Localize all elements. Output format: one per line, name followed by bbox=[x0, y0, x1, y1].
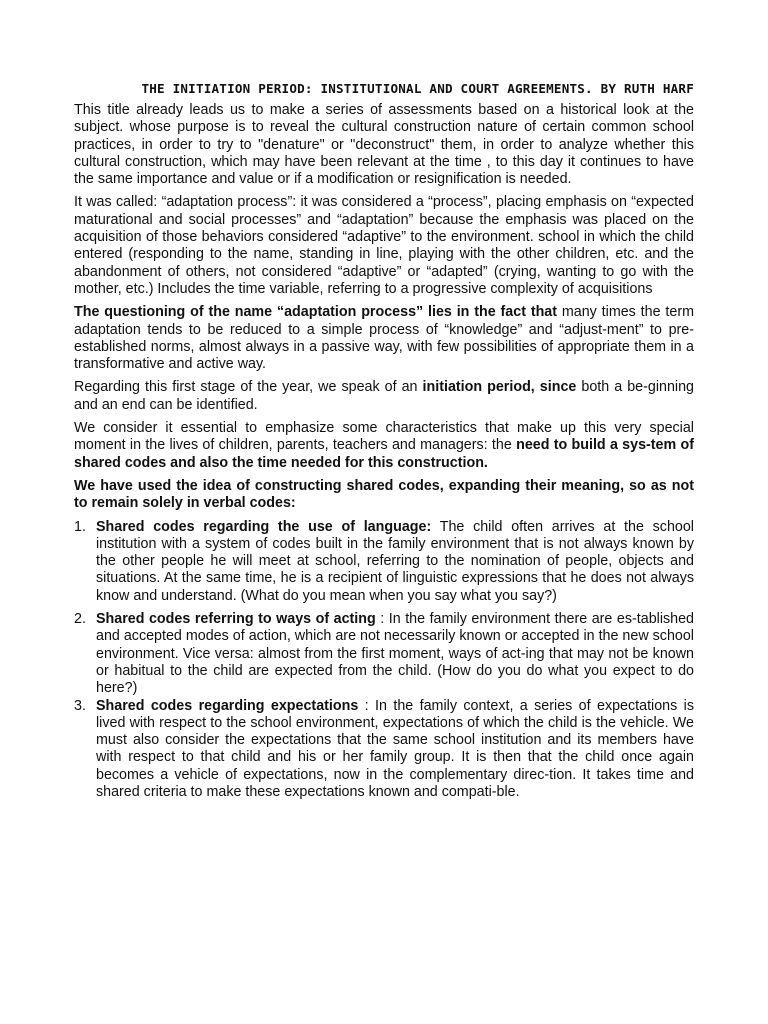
paragraph-questioning-text: many times the term adaptation tends to be reduced to a simple process of “knowledge” and “adjust-ment” to pre-established norms, almost always in a passive way, with few possibilities of appropriate them in a transformative and active way. bbox=[74, 304, 694, 373]
paragraph-questioning bbox=[74, 304, 694, 373]
shared-codes-list bbox=[74, 519, 694, 802]
document-title: THE INITIATION PERIOD: INSTITUTIONAL AND COURT AGREEMENTS. BY RUTH HARF bbox=[141, 81, 694, 96]
paragraph-intro: This title already leads us to make a series of assessments based on a historical look at the subject. whose purpose is to reveal the cultural construction nature of certain common school practices, in order to try to "denature" or "deconstruct" them, in order to analyze whether this cultural construction, which may have been relevant at the time , to this day it continues to have the same importance and value or if a modification or resignification is needed. bbox=[74, 102, 694, 188]
paragraph-adaptation-process: It was called: “adaptation process”: it was considered a “process”, placing emphasis on “expected maturational and social processes” and “adaptation” because the emphasis was placed on the acquisition of those behaviors considered “adaptive” to the environment. school in which the child entered (responding to the name, standing in line, playing with the other children, etc. and the abandonment of others, not considered “adaptive” or “adapted” (crying, wanting to go with the mother, etc.) Includes the time variable, referring to a progressive complexity of acquisitions bbox=[74, 194, 694, 297]
paragraph-initiation-pre: Regarding this first stage of the year, we speak of an bbox=[74, 379, 423, 396]
paragraph-shared-codes-intro: We have used the idea of constructing shared codes, expanding their meaning, so as not to remain solely in verbal codes: bbox=[74, 477, 694, 512]
paragraph-initiation-post: both a be-ginning and an end can be identified. bbox=[74, 379, 694, 413]
list-item-number: 1. bbox=[74, 518, 86, 535]
paragraph-initiation-period bbox=[74, 379, 694, 414]
list-item-heading: Shared codes referring to ways of acting bbox=[96, 611, 376, 628]
list-item-text: : In the family environment there are es-tablished and accepted modes of action, which are not necessarily known or accepted in the new school environment. Vice versa: almost from the first moment, ways of act-ing that may not be known or habitual to the child are expected from the child. (How do you do what you expect to do here?) bbox=[96, 611, 694, 697]
list-item-text: The child often arrives at the school institution with a system of codes built in the family environment that is not always known by the other people he will meet at school, referring to the nomination of people, objects and situations. At the same time, he is a recipient of linguistic expressions that he does not always know and understand. (What do you mean when you say what you say?) bbox=[96, 518, 694, 604]
list-item-text: : In the family context, a series of expectations is lived with respect to the school environment, expectations of which the child is the vehicle. We must also consider the expectations that the same school institution and its members have with respect to that child and his or her family group. It is then that the child once again becomes a vehicle of expectations, now in the complementary direc-tion. It takes time and shared criteria to make these expectations known and compati-ble. bbox=[96, 697, 694, 800]
paragraph-questioning-bold: The questioning of the name “adaptation process” lies in the fact that bbox=[74, 304, 558, 321]
paragraph-characteristics-pre: We consider it essential to emphasize some characteristics that make up this very special moment in the lives of children, parents, teachers and managers: the bbox=[74, 420, 694, 454]
paragraph-initiation-bold: initiation period, since bbox=[422, 379, 577, 396]
list-item-number: 2. bbox=[74, 611, 86, 628]
list-item-heading: Shared codes regarding the use of language: bbox=[96, 518, 432, 535]
list-item bbox=[74, 611, 694, 697]
list-item bbox=[74, 519, 694, 605]
paragraph-characteristics-bold: need to build a sys-tem of shared codes and also the time needed for this construction. bbox=[74, 437, 694, 471]
list-item-number: 3. bbox=[74, 697, 86, 714]
list-item-heading: Shared codes regarding expectations bbox=[96, 697, 359, 714]
list-item bbox=[74, 698, 694, 802]
paragraph-characteristics bbox=[74, 420, 694, 472]
